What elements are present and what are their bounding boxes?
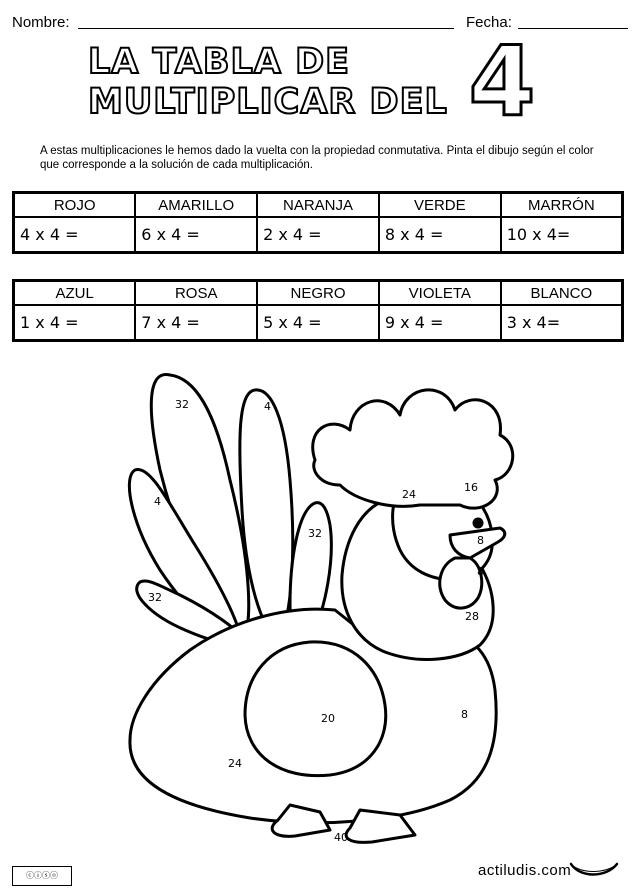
creative-commons-badge (12, 866, 72, 886)
region-number: 8 (477, 565, 484, 578)
region-number: 28 (465, 610, 479, 623)
color-key-table-2 (12, 279, 624, 342)
rooster-coloring-drawing[interactable] (0, 360, 638, 860)
region-number: 20 (321, 712, 335, 725)
color-name: BLANCO (501, 281, 623, 306)
region-number: 16 (464, 481, 478, 494)
color-key-table-1 (12, 191, 624, 254)
color-name: NARANJA (257, 193, 379, 218)
color-name-row (14, 193, 623, 218)
region-number: 40 (334, 831, 348, 844)
cc-icon: ⓒⓘⓢⓞ (26, 871, 58, 880)
color-name: VERDE (379, 193, 501, 218)
multiplication-cell[interactable]: 9 x 4 = (379, 305, 501, 341)
multiplication-cell[interactable]: 1 x 4 = (14, 305, 136, 341)
smile-logo-icon (568, 860, 620, 882)
rooster-wattle (440, 558, 482, 608)
multiplication-cell[interactable]: 5 x 4 = (257, 305, 379, 341)
color-name: AZUL (14, 281, 136, 306)
region-number: 4 (264, 400, 271, 413)
region-number: 24 (402, 488, 416, 501)
region-number: 24 (228, 757, 242, 770)
color-name: MARRÓN (501, 193, 623, 218)
multiplication-cell[interactable]: 6 x 4 = (135, 217, 257, 253)
color-name: ROSA (135, 281, 257, 306)
title-number: 4 (468, 26, 536, 138)
site-logo[interactable]: actiludis.com (478, 862, 572, 879)
title-line-2: MULTIPLICAR DEL (88, 82, 448, 122)
title-line-1: LA TABLA DE (88, 42, 351, 82)
multiplication-cell[interactable]: 3 x 4= (501, 305, 623, 341)
multiplication-cell[interactable]: 4 x 4 = (14, 217, 136, 253)
rooster-eye (474, 519, 482, 527)
worksheet-title (88, 42, 448, 122)
multiplication-cell[interactable]: 8 x 4 = (379, 217, 501, 253)
region-number: 8 (461, 708, 468, 721)
color-name: VIOLETA (379, 281, 501, 306)
instructions-text: A estas multiplicaciones le hemos dado la vuelta con la propiedad conmutativa. Pinta el dibujo según el color que corresponde a la solución de cada multiplicación. (40, 145, 594, 171)
region-number: 32 (175, 398, 189, 411)
rooster-wing (245, 642, 386, 776)
color-name: NEGRO (257, 281, 379, 306)
region-number: 8 (477, 534, 484, 547)
region-number: 4 (154, 495, 161, 508)
color-name: AMARILLO (135, 193, 257, 218)
multiplication-cell[interactable]: 2 x 4 = (257, 217, 379, 253)
operation-row (14, 217, 623, 253)
nombre-input-line[interactable] (78, 28, 454, 29)
color-name: ROJO (14, 193, 136, 218)
nombre-label: Nombre: (12, 14, 70, 31)
operation-row (14, 305, 623, 341)
multiplication-cell[interactable]: 7 x 4 = (135, 305, 257, 341)
fecha-label: Fecha: (466, 14, 512, 31)
color-name-row (14, 281, 623, 306)
region-number: 32 (148, 591, 162, 604)
region-number: 32 (308, 527, 322, 540)
multiplication-cell[interactable]: 10 x 4= (501, 217, 623, 253)
